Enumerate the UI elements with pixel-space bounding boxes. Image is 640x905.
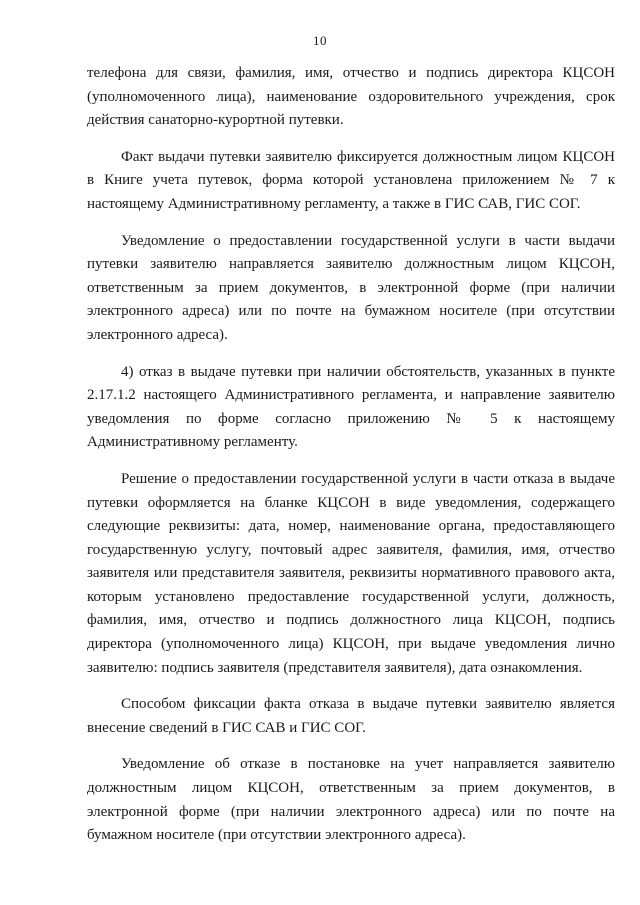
page-number: 10 <box>313 33 327 48</box>
paragraph-refusal-decision: Решение о предоставлении государственной услуги в части отказа в выдаче путевки оформляется на бланке КЦСОН в виде уведомления, содержащего следующие реквизиты: дата, номер, наименование органа, предоставляющего государственную услугу, почтовый адрес заявителя, фамилия, имя, отчество заявителя или представителя заявителя, реквизиты нормативного правового акта, которым установлено предоставление государственной услуги, должность, фамилия, имя, отчество и подпись должностного лица КЦСОН, подпись директора (уполномоченного лица) КЦСОН, при выдаче уведомления лично заявителю: подпись заявителя (представителя заявителя), дата ознакомления. <box>87 470 615 676</box>
document-body <box>87 62 615 848</box>
paragraph-voucher-issue-record: Факт выдачи путевки заявителю фиксируется должностным лицом КЦСОН в Книге учета путевок, форма которой установлена приложением № 7 к настоящему Административному регламенту, а также в ГИС САВ, ГИС СОГ. <box>87 148 615 212</box>
paragraph-continuation: телефона для связи, фамилия, имя, отчество и подпись директора КЦСОН (уполномоченного лица), наименование оздоровительного учреждения, срок действия санаторно-курортной путевки. <box>87 65 615 129</box>
paragraph-refusal-item-4: 4) отказ в выдаче путевки при наличии обстоятельств, указанных в пункте 2.17.1.2 настоящего Административного регламента, и направление заявителю уведомления по форме согласно приложению № 5 к настоящему Административному регламенту. <box>87 363 615 451</box>
paragraph-refusal-notification: Уведомление об отказе в постановке на учет направляется заявителю должностным лицом КЦСОН, ответственным за прием документов, в электронной форме (при наличии электронного адреса) или по почте на бумажном носителе (при отсутствии электронного адреса). <box>87 756 615 844</box>
paragraph-service-notification: Уведомление о предоставлении государственной услуги в части выдачи путевки заявителю направляется заявителю должностным лицом КЦСОН, ответственным за прием документов, в электронной форме (при наличии электронного адреса) или по почте на бумажном носителе (при отсутствии электронного адреса). <box>87 232 615 343</box>
paragraph-refusal-recording: Способом фиксации факта отказа в выдаче путевки заявителю является внесение сведений в ГИС САВ и ГИС СОГ. <box>87 696 615 736</box>
